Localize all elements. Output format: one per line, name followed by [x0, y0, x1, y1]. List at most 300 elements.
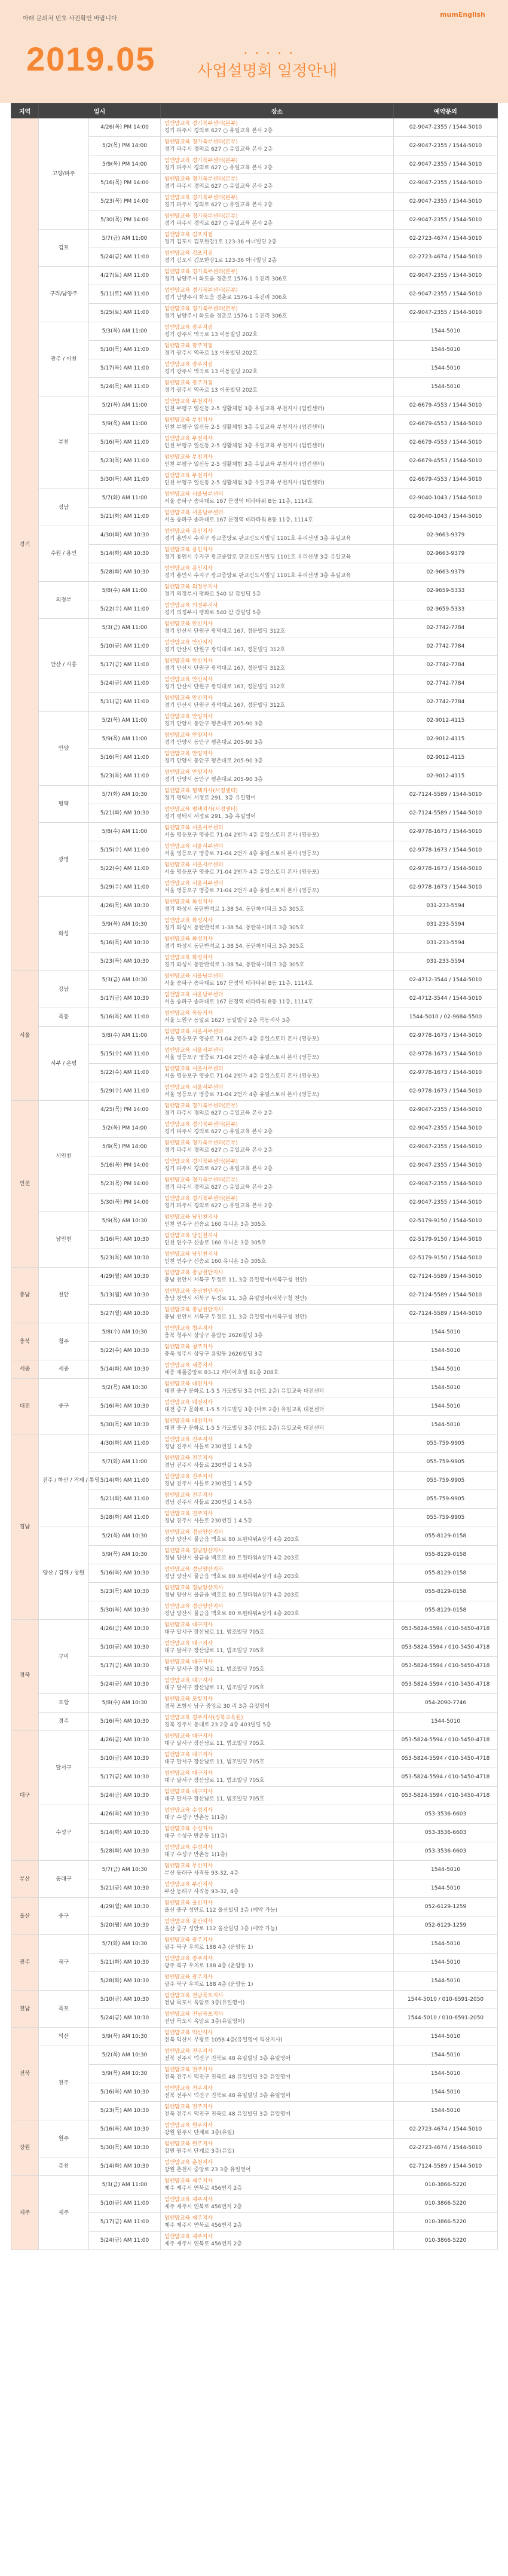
place-cell: [161, 1008, 394, 1027]
table-row: [11, 1008, 498, 1027]
phone-cell: 02-9659-5333: [394, 582, 498, 600]
place-address: 서울 영등포구 영중로 71-04 2번가 4층 유일스토리 본사 (영등포): [164, 888, 319, 894]
place-name: 엄앤맘교육 익산지사: [164, 2030, 213, 2036]
place-cell: [161, 1194, 394, 1212]
phone-cell: 055-759-9905: [394, 1509, 498, 1527]
column-header-date: 일시: [39, 103, 161, 118]
place-cell: [161, 971, 394, 990]
table-row: [11, 2157, 498, 2176]
place-name: 엄앤맘교육 제주지사: [164, 2215, 213, 2221]
place-cell: [161, 1509, 394, 1527]
place-cell: [161, 1360, 394, 1379]
area-cell: 포항: [39, 1694, 89, 1713]
phone-cell: 02-5179-9150 / 1544-5010: [394, 1249, 498, 1268]
date-cell: 5/17(금) AM 10:30: [89, 1768, 161, 1787]
brand-logo: mumEnglish: [440, 11, 485, 19]
place-cell: [161, 1119, 394, 1138]
place-cell: [161, 1750, 394, 1768]
area-cell: 화성: [39, 897, 89, 971]
phone-cell: 02-6679-4553 / 1544-5010: [394, 415, 498, 434]
schedule-body: [11, 118, 498, 2250]
phone-cell: 02-9778-1673 / 1544-5010: [394, 1082, 498, 1101]
place-cell: [161, 1787, 394, 1805]
place-cell: [161, 841, 394, 860]
place-name: 엄앤맘교육 부산지사: [164, 1863, 213, 1869]
phone-cell: 02-7742-7784: [394, 693, 498, 712]
place-cell: [161, 1675, 394, 1694]
place-name: 엄앤맘교육 대구지사: [164, 1771, 213, 1777]
area-cell: 양산 / 김해 / 창원: [39, 1527, 89, 1620]
date-cell: 4/26(금) AM 10:30: [89, 1620, 161, 1638]
place-address: 강원 원주시 단계로 3층(유일): [164, 2130, 234, 2136]
place-address: 경남 진주시 사들로 230번길 1 4.5층: [164, 1518, 253, 1524]
place-address: 서울 송파구 송파대로 167 문정역 테라타워 B동 11층, 1114호: [164, 499, 313, 505]
place-cell: [161, 174, 394, 193]
place-cell: [161, 267, 394, 285]
place-cell: [161, 878, 394, 897]
place-address: 경기 안양시 동안구 평촌대로 205-90 3층: [164, 721, 263, 727]
place-name: 엄앤맘교육 충남천안지사: [164, 1270, 224, 1276]
date-cell: 5/2(목) PM 14:00: [89, 137, 161, 155]
place-cell: [161, 1879, 394, 1898]
place-name: 엄앤맘교육 서울서부센터: [164, 825, 224, 831]
place-cell: [161, 545, 394, 563]
phone-cell: 02-9047-2355 / 1544-5010: [394, 1101, 498, 1119]
place-address: 전남 목포시 옥암로 3층(유일영어): [164, 2000, 245, 2006]
place-cell: [161, 2083, 394, 2102]
region-cell: 강원: [11, 2120, 39, 2176]
area-cell: 목포: [39, 1991, 89, 2028]
phone-cell: 02-9047-2355 / 1544-5010: [394, 285, 498, 304]
table-row: [11, 230, 498, 248]
date-cell: 5/23(목) AM 10:30: [89, 953, 161, 971]
place-cell: [161, 786, 394, 804]
place-cell: [161, 1638, 394, 1657]
place-name: 엄앤맘교육 경기북부센터(본부): [164, 1196, 238, 1202]
place-address: 광주 북구 우치로 188 4층 (운암동 1): [164, 1945, 253, 1951]
place-name: 엄앤맘교육 화성지사: [164, 955, 213, 961]
place-address: 경남 진주시 사들로 230번길 1 4.5층: [164, 1481, 253, 1487]
phone-cell: 1544-5010: [394, 1323, 498, 1342]
place-address: 인천 연수구 신송로 160 유니온 3층 305호: [164, 1259, 267, 1265]
place-address: 경기 용인시 수지구 광교중앙로 판교신도시빌딩 1101호 우리선생 3층 유일교육: [164, 536, 351, 542]
date-cell: 5/22(수) AM 10:30: [89, 1342, 161, 1360]
place-cell: [161, 582, 394, 600]
date-cell: 4/29(월) AM 10:30: [89, 1268, 161, 1286]
place-name: 엄앤맘교육 대구지사: [164, 1622, 213, 1628]
table-row: [11, 1991, 498, 2009]
date-cell: 5/10(목) AM 11:00: [89, 341, 161, 359]
place-address: 서울 영등포구 영중로 71-04 2번가 4층 유일스토리 본사 (영등포): [164, 832, 319, 838]
table-row: [11, 2046, 498, 2065]
area-cell: 세종: [39, 1360, 89, 1379]
place-address: 서울 송파구 송파대로 167 문정역 테라타워 B동 11층, 1114호: [164, 517, 313, 523]
place-address: 경기 파주시 경의로 627 ○ 유일교육 본사 2층: [164, 128, 273, 134]
place-name: 엄앤맘교육 부산지사: [164, 1882, 213, 1888]
phone-cell: 053-5824-5594 / 010-5450-4718: [394, 1731, 498, 1750]
phone-cell: 02-4712-3544 / 1544-5010: [394, 971, 498, 990]
place-name: 엄앤맘교육 대구지사: [164, 1678, 213, 1684]
place-cell: [161, 1453, 394, 1472]
place-name: 엄앤맘교육 의정부지사: [164, 584, 218, 590]
place-name: 엄앤맘교육 서울남부센터: [164, 492, 224, 498]
place-cell: [161, 2195, 394, 2213]
place-name: 엄앤맘교육 대구지사: [164, 1789, 213, 1795]
place-cell: [161, 563, 394, 582]
phone-cell: 1544-5010 / 02-9684-5500: [394, 1008, 498, 1027]
phone-cell: 02-9778-1673 / 1544-5010: [394, 1064, 498, 1082]
place-cell: [161, 2176, 394, 2195]
place-address: 서울 송파구 송파대로 167 문정역 테라타워 B동 11층, 1114호: [164, 981, 313, 987]
area-cell: 광주 / 이천: [39, 322, 89, 396]
date-cell: 5/2(목) AM 11:00: [89, 396, 161, 415]
phone-cell: 053-5824-5594 / 010-5450-4718: [394, 1638, 498, 1657]
place-address: 충북 청주시 상당구 용암동 2626빌딩 3층: [164, 1333, 263, 1339]
phone-cell: 02-7124-5589 / 1544-5010: [394, 1305, 498, 1323]
area-cell: 춘천: [39, 2157, 89, 2176]
place-address: 부산 동래구 사직동 93-32, 4층: [164, 1889, 239, 1895]
place-name: 엄앤맘교육 경기북부센터(본부): [164, 121, 238, 127]
date-cell: 5/27(월) AM 10:30: [89, 1305, 161, 1323]
place-address: 대전 중구 문화로 1-5 5 가도빌딩 3층 (마트 2층) 유일교육 대전센터: [164, 1426, 325, 1432]
table-row: [11, 619, 498, 637]
phone-cell: 02-9778-1673 / 1544-5010: [394, 823, 498, 841]
date-cell: 5/29(수) AM 11:00: [89, 878, 161, 897]
table-row: [11, 1527, 498, 1546]
place-address: 경기 안산시 단원구 광덕대로 167, 정문빌딩 312호: [164, 703, 286, 709]
phone-cell: 02-5179-9150 / 1544-5010: [394, 1231, 498, 1249]
date-cell: 5/24(금) AM 11:00: [89, 248, 161, 267]
region-cell: 부산: [11, 1861, 39, 1898]
phone-cell: 02-9012-4115: [394, 730, 498, 749]
place-cell: [161, 1991, 394, 2009]
place-name: 엄앤맘교육 경남양산지사: [164, 1548, 224, 1554]
place-name: 엄앤맘교육 진주지사: [164, 1511, 213, 1517]
place-address: 경기 광주시 역곡로 13 이동빌딩 202호: [164, 369, 258, 375]
place-name: 엄앤맘교육 제주지사: [164, 2197, 213, 2203]
date-cell: 5/3(목) AM 11:00: [89, 322, 161, 341]
table-row: [11, 786, 498, 804]
phone-cell: 055-759-9905: [394, 1453, 498, 1472]
place-cell: [161, 1972, 394, 1991]
region-cell: 경북: [11, 1620, 39, 1731]
date-cell: 5/2(목) AM 11:00: [89, 712, 161, 730]
place-name: 엄앤맘교육 경기북부센터(본부): [164, 139, 238, 145]
place-cell: [161, 953, 394, 971]
phone-cell: 02-9012-4115: [394, 749, 498, 767]
date-cell: 5/16(목) AM 11:00: [89, 1008, 161, 1027]
place-cell: [161, 674, 394, 693]
place-address: 대구 달서구 장산남로 11, 법조빌딩 705호: [164, 1648, 265, 1654]
phone-cell: 055-759-9905: [394, 1472, 498, 1490]
place-name: 엄앤맘교육 안산지사: [164, 658, 213, 664]
place-cell: [161, 2009, 394, 2028]
phone-cell: 02-9778-1673 / 1544-5010: [394, 1027, 498, 1045]
date-cell: 5/9(목) AM 10:30: [89, 1546, 161, 1564]
phone-cell: 02-6679-4553 / 1544-5010: [394, 471, 498, 489]
phone-cell: 02-9040-1043 / 1544-5010: [394, 489, 498, 508]
date-cell: 5/30(목) PM 14:00: [89, 211, 161, 230]
date-cell: 5/16(목) AM 10:30: [89, 1231, 161, 1249]
date-cell: 5/16(목) AM 10:30: [89, 1564, 161, 1583]
table-row: [11, 2176, 498, 2195]
place-address: 서울 영등포구 영중로 71-04 2번가 4층 유일스토리 본사 (영등포): [164, 1036, 319, 1042]
phone-cell: 010-3866-5220: [394, 2213, 498, 2232]
date-cell: 5/23(목) AM 11:00: [89, 452, 161, 471]
date-cell: 5/7(화) AM 10:30: [89, 786, 161, 804]
date-cell: 5/16(목) AM 10:30: [89, 1713, 161, 1731]
date-cell: 5/17(금) AM 11:00: [89, 656, 161, 674]
place-name: 엄앤맘교육 제주지사: [164, 2178, 213, 2184]
phone-cell: 02-7742-7784: [394, 619, 498, 637]
region-cell: 광주: [11, 1935, 39, 1991]
date-cell: 5/30(목) AM 11:00: [89, 471, 161, 489]
date-cell: 5/22(수) AM 11:00: [89, 600, 161, 619]
place-name: 엄앤맘교육 전주지사: [164, 2086, 213, 2092]
phone-cell: 02-9778-1673 / 1544-5010: [394, 878, 498, 897]
place-address: 경기 안양시 동안구 평촌대로 205-90 3층: [164, 740, 263, 746]
date-cell: 5/23(목) AM 10:30: [89, 1249, 161, 1268]
place-address: 대전 중구 문화로 1-5 5 가도빌딩 3층 (마트 2층) 유일교육 대전센터: [164, 1407, 325, 1413]
table-header-row: [11, 103, 498, 118]
place-name: 엄앤맘교육 포항지사: [164, 1696, 213, 1702]
place-name: 엄앤맘교육 경남양산지사: [164, 1530, 224, 1536]
date-cell: 5/29(수) AM 11:00: [89, 1082, 161, 1101]
place-name: 엄앤맘교육 전주지사: [164, 2049, 213, 2055]
date-cell: 5/11(토) AM 11:00: [89, 285, 161, 304]
phone-cell: 02-9663-9379: [394, 545, 498, 563]
phone-cell: 02-9047-2355 / 1544-5010: [394, 211, 498, 230]
area-cell: 김포: [39, 230, 89, 267]
place-cell: [161, 693, 394, 712]
date-cell: 5/10(금) AM 10:30: [89, 1991, 161, 2009]
place-address: 세종 새롬중앙로 83-12 케미아호텔 B1층 208호: [164, 1370, 279, 1376]
date-cell: 5/2(목) AM 10:30: [89, 1527, 161, 1546]
date-cell: 4/26(목) PM 14:00: [89, 118, 161, 137]
table-row: [11, 1360, 498, 1379]
place-address: 제주 제주시 연북로 456번지 2층: [164, 2186, 242, 2192]
area-cell: 서인천: [39, 1101, 89, 1212]
place-name: 엄앤맘교육 세종지사: [164, 1363, 213, 1369]
phone-cell: 052-6129-1259: [394, 1898, 498, 1916]
date-cell: 5/23(목) AM 10:30: [89, 2102, 161, 2120]
place-name: 엄앤맘교육 진주지사: [164, 1474, 213, 1480]
area-cell: 익산: [39, 2028, 89, 2046]
phone-cell: 02-7742-7784: [394, 656, 498, 674]
place-name: 엄앤맘교육 서울서부센터: [164, 862, 224, 868]
place-cell: [161, 712, 394, 730]
phone-cell: 1544-5010: [394, 1879, 498, 1898]
place-address: 경기 화성시 동탄반석로 1-38 54, 동탄하이피크 3층 305호: [164, 962, 305, 968]
date-cell: 5/21(화) AM 10:30: [89, 804, 161, 823]
date-cell: 5/16(목) PM 14:00: [89, 1156, 161, 1175]
phone-cell: 1544-5010: [394, 1416, 498, 1434]
phone-cell: 053-5824-5594 / 010-5450-4718: [394, 1768, 498, 1787]
phone-cell: 055-8129-0158: [394, 1583, 498, 1601]
phone-cell: 1544-5010: [394, 1972, 498, 1991]
place-cell: [161, 1064, 394, 1082]
date-cell: 5/24(금) AM 10:30: [89, 1787, 161, 1805]
place-name: 엄앤맘교육 김포지점: [164, 232, 213, 238]
place-name: 엄앤맘교육 울산지사: [164, 1900, 213, 1906]
place-address: 대구 달서구 장산남로 11, 법조빌딩 705호: [164, 1778, 265, 1784]
date-cell: 5/30(목) PM 14:00: [89, 1194, 161, 1212]
page-year: 2019.05: [26, 40, 156, 78]
phone-cell: 1544-5010: [394, 1861, 498, 1879]
place-name: 엄앤맘교육 대구지사: [164, 1733, 213, 1739]
phone-cell: 02-9663-9379: [394, 526, 498, 545]
place-cell: [161, 508, 394, 526]
date-cell: 5/7(화) AM 11:00: [89, 1453, 161, 1472]
place-name: 엄앤맘교육 광주지점: [164, 343, 213, 349]
phone-cell: 1544-5010: [394, 378, 498, 396]
table-row: [11, 897, 498, 915]
place-address: 경기 파주시 경의로 627 ○ 유일교육 본사 2층: [164, 1185, 273, 1191]
place-cell: [161, 1564, 394, 1583]
area-cell: 안산 / 시흥: [39, 619, 89, 712]
date-cell: 5/3(금) AM 11:00: [89, 2176, 161, 2195]
place-address: 충북 청주시 상당구 용암동 2626빌딩 3층: [164, 1351, 263, 1357]
date-cell: 5/15(수) AM 11:00: [89, 1045, 161, 1064]
date-cell: 4/29(월) AM 10:30: [89, 1898, 161, 1916]
date-cell: 5/21(금) AM 10:30: [89, 1879, 161, 1898]
phone-cell: 02-9047-2355 / 1544-5010: [394, 1175, 498, 1194]
place-name: 엄앤맘교육 경기북부센터(본부): [164, 269, 238, 275]
place-name: 엄앤맘교육 경기북부센터(본부): [164, 1159, 238, 1165]
date-cell: 5/2(목) AM 10:30: [89, 2046, 161, 2065]
place-name: 엄앤맘교육 청주지사: [164, 1326, 213, 1332]
date-cell: 5/10(금) AM 10:30: [89, 1638, 161, 1657]
date-cell: 5/25(토) AM 11:00: [89, 304, 161, 322]
place-cell: [161, 1268, 394, 1286]
place-address: 인천 부평구 일신동 2-5 생활체험 3층 유일교육 부천지사 (엄킨센터): [164, 462, 325, 468]
place-name: 엄앤맘교육 경남양산지사: [164, 1567, 224, 1573]
date-cell: 5/23(목) AM 11:00: [89, 767, 161, 786]
place-name: 엄앤맘교육 부천지사: [164, 399, 213, 405]
place-address: 대구 달서구 장산남로 11, 법조빌딩 705호: [164, 1629, 265, 1635]
place-address: 인천 부평구 일신동 2-5 생활체험 3층 유일교육 부천지사 (엄킨센터): [164, 425, 325, 431]
date-cell: 5/22(수) AM 11:00: [89, 860, 161, 878]
date-cell: 5/9(목) AM 10:30: [89, 1212, 161, 1231]
notice-text: 아래 문의처 번호 사전확인 바랍니다.: [23, 16, 119, 22]
area-cell: 전주: [39, 2046, 89, 2120]
date-cell: 5/17(금) AM 10:30: [89, 990, 161, 1008]
date-cell: 5/20(월) AM 10:30: [89, 1916, 161, 1935]
date-cell: 4/26(목) AM 10:30: [89, 1805, 161, 1824]
place-address: 대구 달서구 장산남로 11, 법조빌딩 705호: [164, 1796, 265, 1802]
place-name: 엄앤맘교육 경기북부센터(본부): [164, 158, 238, 164]
place-name: 엄앤맘교육 경기북부센터(본부): [164, 1103, 238, 1109]
date-cell: 5/9(목) AM 10:30: [89, 2028, 161, 2046]
place-address: 경기 화성시 동탄반석로 1-38 54, 동탄하이피크 3층 305호: [164, 907, 305, 912]
date-cell: 5/7(금) AM 10:30: [89, 1861, 161, 1879]
date-cell: 4/26(목) AM 10:30: [89, 897, 161, 915]
place-cell: [161, 656, 394, 674]
phone-cell: 1544-5010: [394, 322, 498, 341]
place-address: 서울 영등포구 영중로 71-04 2번가 4층 유일스토리 본사 (영등포): [164, 869, 319, 875]
date-cell: 5/23(목) PM 14:00: [89, 193, 161, 211]
place-cell: [161, 1342, 394, 1360]
place-cell: [161, 304, 394, 322]
place-address: 경기 파주시 경의로 627 ○ 유일교육 본사 2층: [164, 1166, 273, 1172]
place-cell: [161, 1546, 394, 1564]
date-cell: 4/25(목) PM 14:00: [89, 1101, 161, 1119]
phone-cell: 02-5179-9150 / 1544-5010: [394, 1212, 498, 1231]
date-cell: 5/24(금) AM 11:00: [89, 2232, 161, 2250]
table-row: [11, 322, 498, 341]
place-name: 엄앤맘교육 남인천지사: [164, 1214, 218, 1220]
phone-cell: 02-9047-2355 / 1544-5010: [394, 304, 498, 322]
place-address: 제주 제주시 연북로 456번지 2층: [164, 2223, 242, 2229]
place-address: 전북 전주시 덕진구 진북로 48 유일빌딩 3층 유일영어: [164, 2056, 291, 2062]
region-cell: 경남: [11, 1434, 39, 1620]
phone-cell: 02-9659-5333: [394, 600, 498, 619]
table-row: [11, 489, 498, 508]
date-cell: 5/28(화) AM 10:30: [89, 1842, 161, 1861]
date-cell: 5/17(금) AM 10:30: [89, 1657, 161, 1675]
place-name: 엄앤맘교육 경주지사(경북교육원): [164, 1715, 243, 1721]
place-address: 경기 남양주시 화도읍 경춘로 1576-1 유진리 306호: [164, 276, 287, 282]
place-name: 엄앤맘교육 안산지사: [164, 677, 213, 683]
phone-cell: 02-2723-4674 / 1544-5010: [394, 248, 498, 267]
place-name: 엄앤맘교육 평택지사(서정센터): [164, 788, 238, 794]
table-row: [11, 1379, 498, 1397]
phone-cell: 052-6129-1259: [394, 1916, 498, 1935]
place-name: 엄앤맘교육 서울서부센터: [164, 1066, 224, 1072]
place-name: 엄앤맘교육 경기북부센터(본부): [164, 213, 238, 219]
table-row: [11, 1694, 498, 1713]
place-name: 엄앤맘교육 부천지사: [164, 454, 213, 460]
place-address: 강원 원주시 단계로 3층(유일): [164, 2148, 234, 2154]
table-row: [11, 396, 498, 415]
place-cell: [161, 193, 394, 211]
table-row: [11, 1101, 498, 1119]
place-name: 엄앤맘교육 전남목포지사: [164, 2012, 224, 2018]
region-cell: 울산: [11, 1898, 39, 1935]
place-name: 엄앤맘교육 대전지사: [164, 1400, 213, 1406]
place-name: 엄앤맘교육 광주지점: [164, 325, 213, 331]
place-cell: [161, 452, 394, 471]
place-address: 제주 제주시 연북로 456번지 2층: [164, 2241, 242, 2247]
place-cell: [161, 1379, 394, 1397]
place-cell: [161, 767, 394, 786]
place-cell: [161, 1175, 394, 1194]
column-header-phone: 예약문의: [394, 103, 498, 118]
place-name: 엄앤맘교육 안양지사: [164, 714, 213, 720]
table-row: [11, 582, 498, 600]
area-cell: 고양/파주: [39, 118, 89, 230]
place-name: 엄앤맘교육 화성지사: [164, 918, 213, 924]
place-name: 엄앤맘교육 충남천안지사: [164, 1307, 224, 1313]
place-address: 충남 천안시 서북구 두정로 11, 3층 유일영어(서북구청 천안): [164, 1314, 307, 1320]
place-address: 경기 파주시 경의로 627 ○ 유일교육 본사 2층: [164, 146, 273, 152]
place-cell: [161, 990, 394, 1008]
region-cell: 충남: [11, 1268, 39, 1323]
table-row: [11, 971, 498, 990]
place-name: 엄앤맘교육 서울서부센터: [164, 844, 224, 850]
area-cell: 강남: [39, 971, 89, 1008]
place-address: 강원 춘천시 중앙로 23 3층 유일영어: [164, 2167, 251, 2173]
table-row: [11, 823, 498, 841]
decorative-dots: •••••: [244, 50, 301, 57]
phone-cell: 02-7742-7784: [394, 637, 498, 656]
place-address: 경북 경주시 동대로 23 2층 4층 403빌딩 5층: [164, 1722, 271, 1728]
place-address: 경기 화성시 동탄반석로 1-38 54, 동탄하이피크 3층 305호: [164, 944, 305, 950]
place-cell: [161, 860, 394, 878]
phone-cell: 02-6679-4553 / 1544-5010: [394, 434, 498, 452]
date-cell: 5/21(화) AM 11:00: [89, 1490, 161, 1509]
date-cell: 5/17(금) AM 11:00: [89, 2213, 161, 2232]
